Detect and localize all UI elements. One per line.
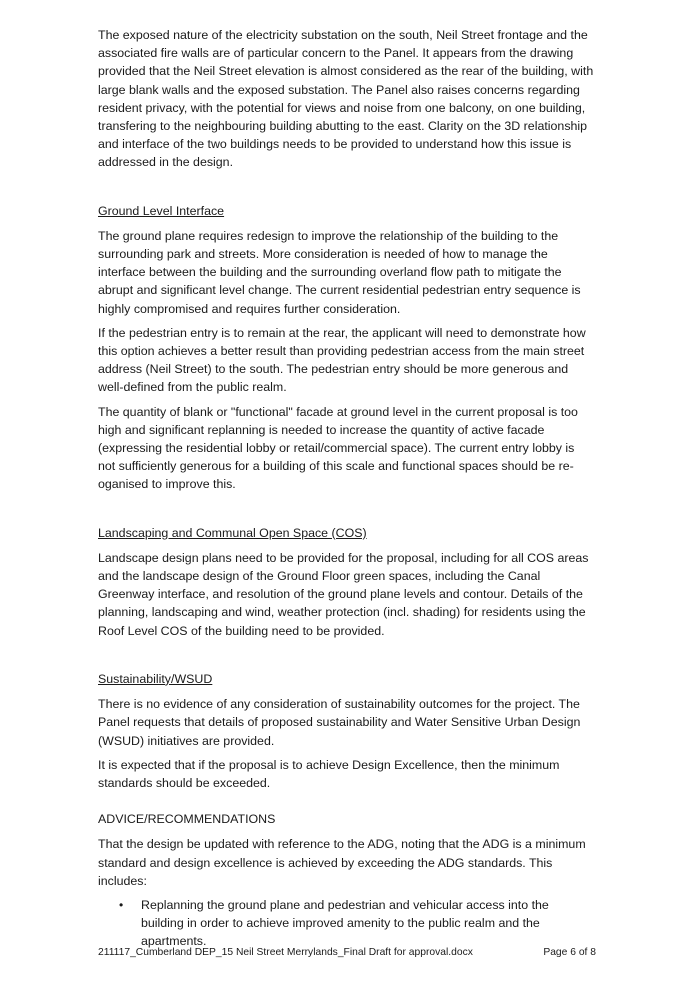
ground-level-paragraph-2: If the pedestrian entry is to remain at the rear, the applicant will need to demonstrate how this option achieves a better result than providing pedestrian access from the main street address (Neil Street) to the south. The pedestrian entry should be more generous and well-defined from the public realm. bbox=[98, 325, 586, 395]
advice-bullet-list bbox=[98, 896, 594, 951]
sustainability-paragraph-2: It is expected that if the proposal is to achieve Design Excellence, then the minimum standards should be exceeded. bbox=[98, 757, 560, 790]
intro-paragraph: The exposed nature of the electricity substation on the south, Neil Street frontage and the associated fire walls are of particular concern to the Panel. It appears from the drawing provided that the Neil Street elevation is almost considered as the rear of the building, with large blank walls and the exposed substation. The Panel also raises concerns regarding resident privacy, with the potential for views and noise from one balcony, on one building, transfering to the neighbouring building abutting to the east. Clarity on the 3D relationship and interface of the two buildings needs to be provided to understand how this issue is addressed in the design. bbox=[98, 28, 594, 170]
document-page bbox=[98, 26, 594, 951]
ground-level-paragraph-3: The quantity of blank or "functional" facade at ground level in the current proposal is too high and significant replanning is needed to increase the quantity of active facade (expressing the residential lobby or retail/commercial space). The current entry lobby is not sufficiently generous for a building of this scale and functional spaces should be re-oganised to improve this. bbox=[98, 404, 578, 492]
ground-level-heading: Ground Level Interface bbox=[98, 203, 225, 218]
section-spacer bbox=[98, 500, 594, 524]
advice-bullet-item bbox=[98, 896, 594, 951]
section-spacer bbox=[98, 178, 594, 202]
sustainability-heading: Sustainability/WSUD bbox=[98, 671, 213, 686]
section-spacer bbox=[98, 646, 594, 670]
bullet-icon: • bbox=[119, 897, 124, 912]
advice-paragraph-1: That the design be updated with reference to the ADG, noting that the ADG is a minimum standard and design excellence is achieved by exceeding the ADG standards. This includes: bbox=[98, 837, 586, 888]
footer-filename: 211117_Cumberland DEP_15 Neil Street Merrylands_Final Draft for approval.docx bbox=[98, 947, 473, 958]
page-footer bbox=[98, 946, 596, 960]
landscaping-heading: Landscaping and Communal Open Space (COS) bbox=[98, 525, 367, 540]
sustainability-paragraph-1: There is no evidence of any consideration of sustainability outcomes for the project. The Panel requests that details of proposed sustainability and Water Sensitive Urban Design (WSUD) initiatives are provided. bbox=[98, 697, 581, 748]
footer-page-number: Page 6 of 8 bbox=[543, 947, 596, 958]
advice-heading: ADVICE/RECOMMENDATIONS bbox=[98, 812, 276, 827]
section-spacer bbox=[98, 798, 594, 810]
ground-level-paragraph-1: The ground plane requires redesign to improve the relationship of the building to the surrounding park and streets. More consideration is needed of how to manage the interface between the building and the surrounding overland flow path to mitigate the abrupt and significant level change. The current residential pedestrian entry sequence is highly compromised and requires further consideration. bbox=[98, 228, 581, 316]
advice-bullet-text: Replanning the ground plane and pedestrian and vehicular access into the building in order to achieve improved amenity to the public realm and the apartments. bbox=[141, 897, 549, 949]
landscaping-paragraph-1: Landscape design plans need to be provided for the proposal, including for all COS areas and the landscape design of the Ground Floor green spaces, including the Canal Greenway interface, and resolution of the ground plane levels and contour. Details of the planning, landscaping and wind, weather protection (incl. shading) for residents using the Roof Level COS of the building need to be provided. bbox=[98, 550, 589, 638]
